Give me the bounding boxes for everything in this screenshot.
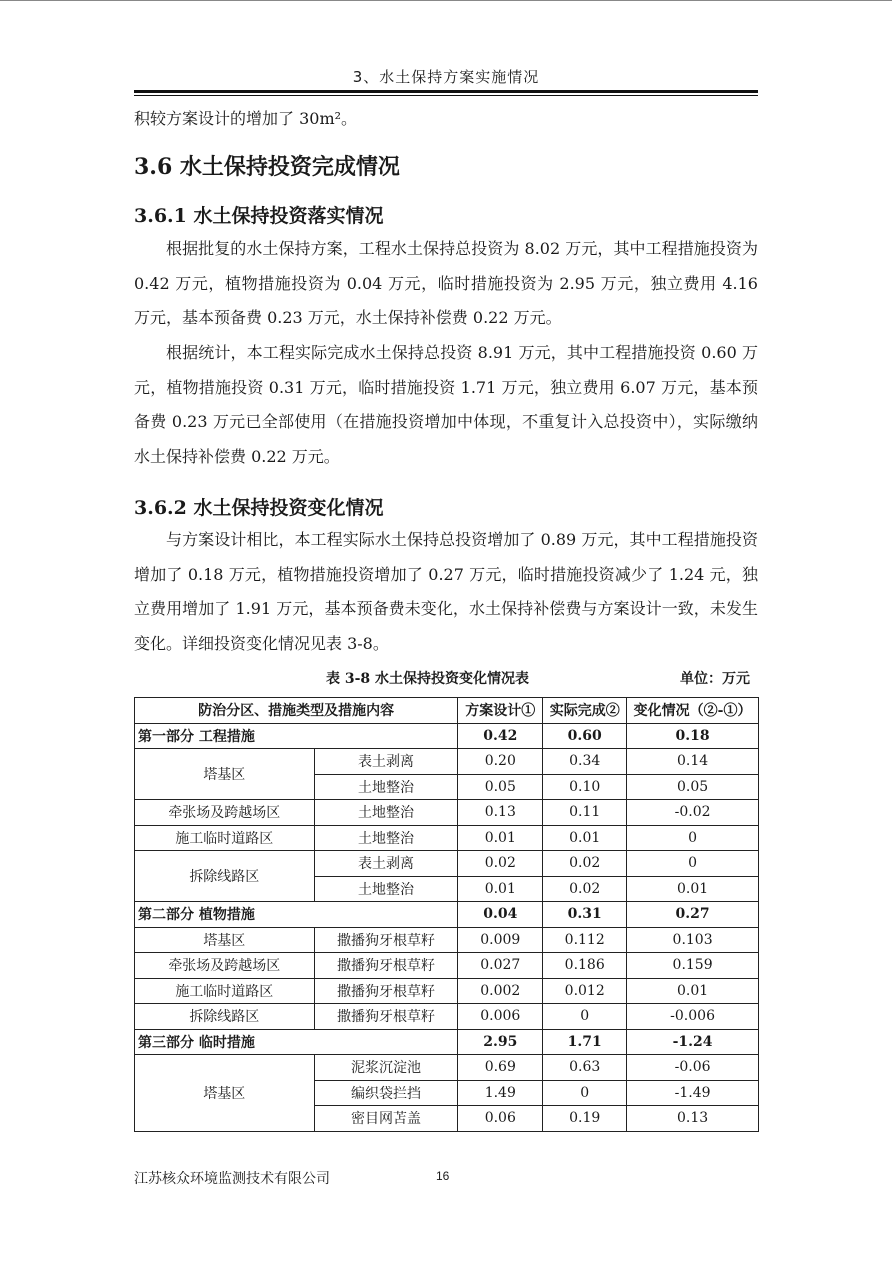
zone-cell: 塔基区	[135, 1055, 315, 1132]
actual-cell: 0	[543, 1080, 627, 1106]
part2-actual: 0.31	[543, 902, 627, 928]
measure-cell: 表土剥离	[314, 851, 458, 877]
part3-actual: 1.71	[543, 1029, 627, 1055]
actual-cell: 0.012	[543, 978, 627, 1004]
header-rule-thin	[134, 95, 758, 96]
part3-design: 2.95	[458, 1029, 543, 1055]
change-cell: -1.49	[627, 1080, 759, 1106]
section-3-6-1-paragraph-1: 根据批复的水土保持方案，工程水土保持总投资为 8.02 万元，其中工程措施投资为 0.42 万元，植物措施投资为 0.04 万元，临时措施投资为 2.95 万元，独立费用 4.16 万元，基本预备费 0.23 万元，水土保持补偿费 0.22 万元。	[134, 239, 758, 327]
page-number: 16	[436, 1169, 450, 1183]
actual-cell: 0.63	[543, 1055, 627, 1081]
change-cell: 0.05	[627, 774, 759, 800]
change-cell: -0.06	[627, 1055, 759, 1081]
table-row	[135, 927, 759, 953]
change-cell: 0.01	[627, 978, 759, 1004]
part2-label: 第二部分 植物措施	[135, 902, 458, 928]
actual-cell: 0.186	[543, 953, 627, 979]
actual-cell: 0.19	[543, 1106, 627, 1132]
change-cell: 0.13	[627, 1106, 759, 1132]
running-header: 3、水土保持方案实施情况	[352, 68, 540, 86]
zone-cell: 塔基区	[135, 927, 315, 953]
design-cell: 0.01	[458, 825, 543, 851]
design-cell: 0.006	[458, 1004, 543, 1030]
part1-label: 第一部分 工程措施	[135, 723, 458, 749]
change-cell: 0.159	[627, 953, 759, 979]
change-cell: 0.103	[627, 927, 759, 953]
header-change: 变化情况（②-①）	[627, 698, 759, 724]
design-cell: 0.027	[458, 953, 543, 979]
change-cell: 0	[627, 825, 759, 851]
table-row	[135, 749, 759, 775]
header-design: 方案设计①	[458, 698, 543, 724]
table-row	[135, 953, 759, 979]
design-cell: 0.01	[458, 876, 543, 902]
zone-cell: 拆除线路区	[135, 1004, 315, 1030]
zone-cell: 塔基区	[135, 749, 315, 800]
zone-cell: 施工临时道路区	[135, 825, 315, 851]
table-row	[135, 825, 759, 851]
zone-cell: 施工临时道路区	[135, 978, 315, 1004]
part1-change: 0.18	[627, 723, 759, 749]
change-cell: -0.02	[627, 800, 759, 826]
table-row	[135, 978, 759, 1004]
header-category: 防治分区、措施类型及措施内容	[135, 698, 458, 724]
part3-label: 第三部分 临时措施	[135, 1029, 458, 1055]
actual-cell: 0.11	[543, 800, 627, 826]
actual-cell: 0.112	[543, 927, 627, 953]
section-3-6-heading: 3.6 水土保持投资完成情况	[134, 154, 400, 180]
measure-cell: 土地整治	[314, 876, 458, 902]
investment-change-table	[134, 697, 759, 1132]
table-row	[135, 851, 759, 877]
footer-company: 江苏核众环境监测技术有限公司	[134, 1171, 330, 1187]
table-row	[135, 1055, 759, 1081]
design-cell: 0.20	[458, 749, 543, 775]
design-cell: 0.06	[458, 1106, 543, 1132]
page-top-edge	[0, 0, 892, 1]
measure-cell: 泥浆沉淀池	[314, 1055, 458, 1081]
measure-cell: 密目网苫盖	[314, 1106, 458, 1132]
header-rule-thick	[134, 90, 758, 93]
measure-cell: 撒播狗牙根草籽	[314, 927, 458, 953]
table-row	[135, 800, 759, 826]
section-3-6-2-paragraph-1: 与方案设计相比，本工程实际水土保持总投资增加了 0.89 万元，其中工程措施投资增加了 0.18 万元，植物措施投资增加了 0.27 万元，临时措施投资减少了 1.24 元，独立费用增加了 1.91 万元，基本预备费未变化，水土保持补偿费与方案设计一致，未发生变化。详细投资变化情况见表 3-8。	[134, 530, 758, 653]
measure-cell: 土地整治	[314, 774, 458, 800]
table-row-part2-total	[135, 902, 759, 928]
part2-change: 0.27	[627, 902, 759, 928]
measure-cell: 撒播狗牙根草籽	[314, 978, 458, 1004]
actual-cell: 0.01	[543, 825, 627, 851]
measure-cell: 土地整治	[314, 825, 458, 851]
section-3-6-2-heading: 3.6.2 水土保持投资变化情况	[134, 497, 384, 519]
design-cell: 0.69	[458, 1055, 543, 1081]
table-row-part1-total	[135, 723, 759, 749]
design-cell: 0.05	[458, 774, 543, 800]
part3-change: -1.24	[627, 1029, 759, 1055]
table-header-row	[135, 698, 759, 724]
design-cell: 1.49	[458, 1080, 543, 1106]
actual-cell: 0.34	[543, 749, 627, 775]
measure-cell: 表土剥离	[314, 749, 458, 775]
change-cell: 0.14	[627, 749, 759, 775]
zone-cell: 拆除线路区	[135, 851, 315, 902]
change-cell: 0	[627, 851, 759, 877]
actual-cell: 0.02	[543, 851, 627, 877]
measure-cell: 编织袋拦挡	[314, 1080, 458, 1106]
section-3-6-1-heading: 3.6.1 水土保持投资落实情况	[134, 205, 384, 227]
table-row	[135, 1004, 759, 1030]
change-cell: 0.01	[627, 876, 759, 902]
header-actual: 实际完成②	[543, 698, 627, 724]
zone-cell: 牵张场及跨越场区	[135, 800, 315, 826]
section-3-6-1-paragraph-2: 根据统计，本工程实际完成水土保持总投资 8.91 万元，其中工程措施投资 0.60 万元，植物措施投资 0.31 万元，临时措施投资 1.71 万元，独立费用 6.07 万元，基本预备费 0.23 万元已全部使用（在措施投资增加中体现，不重复计入总投资中），实际缴纳水土保持补偿费 0.22 万元。	[134, 343, 758, 466]
zone-cell: 牵张场及跨越场区	[135, 953, 315, 979]
design-cell: 0.02	[458, 851, 543, 877]
design-cell: 0.13	[458, 800, 543, 826]
design-cell: 0.002	[458, 978, 543, 1004]
actual-cell: 0.02	[543, 876, 627, 902]
part1-actual: 0.60	[543, 723, 627, 749]
part1-design: 0.42	[458, 723, 543, 749]
table-caption: 表 3-8 水土保持投资变化情况表	[326, 671, 530, 687]
actual-cell: 0	[543, 1004, 627, 1030]
measure-cell: 撒播狗牙根草籽	[314, 953, 458, 979]
measure-cell: 撒播狗牙根草籽	[314, 1004, 458, 1030]
table-unit: 单位：万元	[680, 671, 750, 687]
part2-design: 0.04	[458, 902, 543, 928]
table-row-part3-total	[135, 1029, 759, 1055]
design-cell: 0.009	[458, 927, 543, 953]
actual-cell: 0.10	[543, 774, 627, 800]
measure-cell: 土地整治	[314, 800, 458, 826]
intro-line	[134, 102, 758, 137]
intro-line-text: 积较方案设计的增加了 30m²。	[134, 109, 358, 128]
change-cell: -0.006	[627, 1004, 759, 1030]
